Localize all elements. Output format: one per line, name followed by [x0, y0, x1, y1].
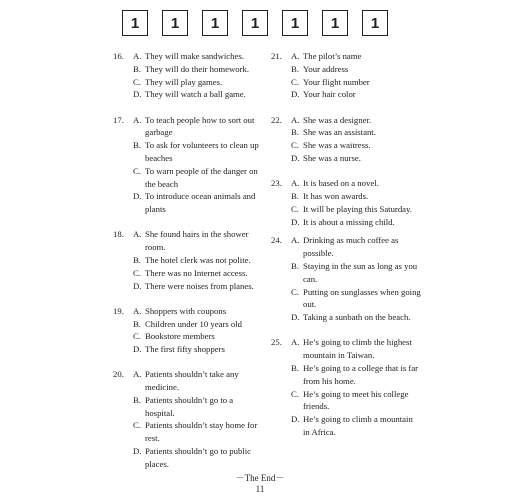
question-number — [113, 343, 133, 356]
option-text: He’s going to a college that is far from his home. — [303, 362, 419, 386]
option-letter: B. — [133, 318, 141, 329]
question-number — [113, 88, 133, 101]
answer-option — [271, 177, 421, 190]
option-letter: C. — [133, 267, 141, 278]
question-number — [271, 216, 291, 229]
question-number — [271, 286, 291, 312]
question-number — [271, 76, 291, 89]
option-letter: C. — [291, 203, 299, 214]
answer-option — [113, 305, 263, 318]
question-24 — [271, 234, 421, 324]
question-number — [271, 413, 291, 439]
answer-option — [271, 190, 421, 203]
question-22 — [271, 114, 421, 165]
answer-option — [271, 139, 421, 152]
option-text: Patients shouldn’t stay home for rest. — [145, 420, 258, 444]
answer-option — [113, 445, 263, 471]
answer-option — [113, 228, 263, 254]
option-text: It will be playing this Saturday. — [303, 203, 412, 214]
question-18 — [113, 228, 263, 292]
answer-boxes — [122, 10, 388, 36]
option-letter: D. — [133, 191, 142, 202]
option-text: There was no Internet access. — [145, 267, 248, 278]
question-number — [113, 445, 133, 471]
option-letter: A. — [133, 305, 142, 316]
question-21 — [271, 50, 421, 101]
option-text: Your hair color — [303, 89, 356, 100]
answer-box: 1 — [242, 10, 268, 36]
question-number — [271, 63, 291, 76]
option-text: It has won awards. — [303, 190, 369, 201]
option-letter: A. — [291, 235, 300, 246]
answer-option — [113, 318, 263, 331]
question-number — [271, 88, 291, 101]
option-letter: B. — [291, 63, 299, 74]
option-text: It is about a missing child. — [303, 216, 395, 227]
question-number — [271, 362, 291, 388]
answer-option — [113, 368, 263, 394]
option-text: Patients shouldn’t take any medicine. — [145, 369, 239, 393]
question-number: 23. — [271, 178, 282, 189]
option-text: To teach people how to sort out garbage — [145, 114, 255, 138]
option-text: They will do their homework. — [145, 63, 249, 74]
answer-box: 1 — [122, 10, 148, 36]
right-question-column — [271, 50, 421, 451]
option-text: To introduce ocean animals and plants — [145, 191, 256, 215]
option-text: Shoppers with coupons — [145, 305, 227, 316]
option-text: To ask for volunteers to clean up beaches — [145, 140, 259, 163]
answer-option — [113, 394, 263, 420]
question-number — [113, 330, 133, 343]
question-number — [113, 394, 133, 420]
option-letter: A. — [291, 337, 300, 348]
question-number — [271, 152, 291, 165]
option-text: To warn people of the danger on the beach — [145, 165, 258, 189]
option-letter: A. — [133, 51, 142, 61]
question-number — [271, 260, 291, 286]
option-text: She was a nurse. — [303, 152, 361, 163]
option-letter: A. — [133, 114, 142, 125]
question-number — [271, 126, 291, 139]
answer-option — [271, 152, 421, 165]
answer-option — [113, 330, 263, 343]
option-letter: C. — [291, 286, 299, 297]
answer-option — [271, 216, 421, 229]
answer-option — [271, 234, 421, 260]
option-text: They will play games. — [145, 76, 223, 87]
question-number: 19. — [113, 305, 124, 316]
answer-option — [113, 280, 263, 293]
option-letter: A. — [133, 229, 142, 240]
answer-option — [113, 139, 263, 165]
question-number — [113, 318, 133, 331]
answer-option — [113, 50, 263, 63]
option-letter: A. — [291, 114, 300, 125]
question-number: 20. — [113, 369, 124, 380]
answer-option — [113, 254, 263, 267]
option-text: Bookstore members — [145, 331, 215, 342]
question-17 — [113, 114, 263, 216]
question-20 — [113, 368, 263, 470]
option-letter: D. — [133, 280, 142, 291]
answer-box: 1 — [282, 10, 308, 36]
option-letter: D. — [133, 344, 142, 355]
question-number — [113, 267, 133, 280]
answer-option — [271, 203, 421, 216]
option-text: He’s going to climb the highest mountain in Taiwan. — [303, 337, 412, 361]
answer-option — [271, 260, 421, 286]
answer-option — [113, 114, 263, 140]
page-number: 11 — [255, 484, 265, 494]
option-text: She was an assistant. — [303, 127, 376, 138]
option-text: She found hairs in the shower room. — [145, 229, 249, 253]
option-text: The hotel clerk was not polite. — [145, 254, 251, 265]
question-number — [113, 63, 133, 76]
option-letter: B. — [133, 394, 141, 405]
option-text: He’s going to meet his college friends. — [303, 388, 409, 412]
question-number: 25. — [271, 337, 282, 348]
answer-option — [113, 343, 263, 356]
question-number: 24. — [271, 235, 282, 246]
question-number — [113, 254, 133, 267]
answer-option — [271, 362, 421, 388]
option-text: Patients shouldn’t go to a hospital. — [145, 394, 234, 418]
answer-option — [271, 286, 421, 312]
answer-option — [113, 88, 263, 101]
option-text: He’s going to climb a mountain in Africa. — [303, 414, 413, 437]
answer-box: 1 — [362, 10, 388, 36]
option-letter: B. — [291, 190, 299, 201]
option-letter: B. — [133, 140, 141, 151]
answer-option — [113, 190, 263, 216]
option-letter: D. — [133, 89, 142, 100]
question-number — [113, 76, 133, 89]
option-text: Your flight number — [303, 76, 370, 87]
option-text: Putting on sunglasses when going out. — [303, 286, 421, 310]
question-number — [271, 203, 291, 216]
option-text: She was a waitress. — [303, 140, 371, 151]
option-letter: C. — [291, 76, 299, 87]
option-letter: B. — [291, 260, 299, 271]
option-letter: B. — [133, 63, 141, 74]
answer-option — [113, 76, 263, 89]
question-number — [271, 311, 291, 324]
option-letter: C. — [133, 76, 141, 87]
option-text: Your address — [303, 63, 349, 74]
answer-option — [271, 388, 421, 414]
option-letter: D. — [133, 446, 142, 457]
question-number — [271, 190, 291, 203]
answer-option — [113, 419, 263, 445]
option-letter: C. — [291, 140, 299, 151]
answer-option — [271, 336, 421, 362]
option-letter: B. — [291, 362, 299, 373]
option-text: Staying in the sun as long as you can. — [303, 260, 418, 284]
option-letter: D. — [291, 89, 300, 100]
option-letter: C. — [291, 388, 299, 399]
option-text: The first fifty shoppers — [145, 344, 225, 355]
option-letter: B. — [133, 254, 141, 265]
question-23 — [271, 177, 421, 228]
option-text: They will make sandwiches. — [145, 51, 244, 61]
question-number — [113, 419, 133, 445]
question-number — [271, 139, 291, 152]
option-letter: C. — [133, 420, 141, 431]
answer-box: 1 — [202, 10, 228, 36]
answer-option — [271, 76, 421, 89]
answer-option — [271, 63, 421, 76]
question-16 — [113, 50, 263, 101]
question-number — [271, 388, 291, 414]
option-letter: A. — [133, 369, 142, 380]
question-number — [113, 190, 133, 216]
option-text: Drinking as much coffee as possible. — [303, 235, 399, 259]
question-number: 18. — [113, 229, 124, 240]
option-letter: B. — [291, 127, 299, 138]
answer-option — [271, 126, 421, 139]
answer-option — [113, 165, 263, 191]
option-letter: C. — [133, 165, 141, 176]
option-text: She was a designer. — [303, 114, 372, 125]
question-19 — [113, 305, 263, 356]
answer-option — [271, 114, 421, 127]
option-letter: D. — [291, 152, 300, 163]
option-text: Taking a sunbath on the beach. — [303, 312, 411, 323]
option-letter: D. — [291, 414, 300, 425]
option-text: It is based on a novel. — [303, 178, 379, 189]
answer-box: 1 — [322, 10, 348, 36]
option-text: Patients shouldn’t go to public places. — [145, 446, 252, 469]
question-number: 17. — [113, 114, 124, 125]
option-letter: D. — [291, 312, 300, 323]
option-letter: A. — [291, 178, 300, 189]
end-marker: －The End－ — [235, 473, 285, 483]
question-number: 22. — [271, 114, 282, 125]
option-letter: A. — [291, 51, 300, 61]
answer-option — [271, 88, 421, 101]
option-text: There were noises from planes. — [145, 280, 254, 291]
question-25 — [271, 336, 421, 438]
answer-box: 1 — [162, 10, 188, 36]
answer-option — [113, 63, 263, 76]
option-text: The pilot’s name — [303, 51, 362, 61]
left-question-column — [113, 50, 263, 483]
question-number: 16. — [113, 51, 124, 61]
option-letter: D. — [291, 216, 300, 227]
question-number — [113, 280, 133, 293]
answer-option — [271, 311, 421, 324]
option-text: They will watch a ball game. — [145, 89, 246, 100]
question-number — [113, 165, 133, 191]
answer-option — [271, 50, 421, 63]
answer-option — [113, 267, 263, 280]
question-number — [113, 139, 133, 165]
option-text: Children under 10 years old — [145, 318, 242, 329]
option-letter: C. — [133, 331, 141, 342]
answer-option — [271, 413, 421, 439]
question-number: 21. — [271, 51, 282, 61]
